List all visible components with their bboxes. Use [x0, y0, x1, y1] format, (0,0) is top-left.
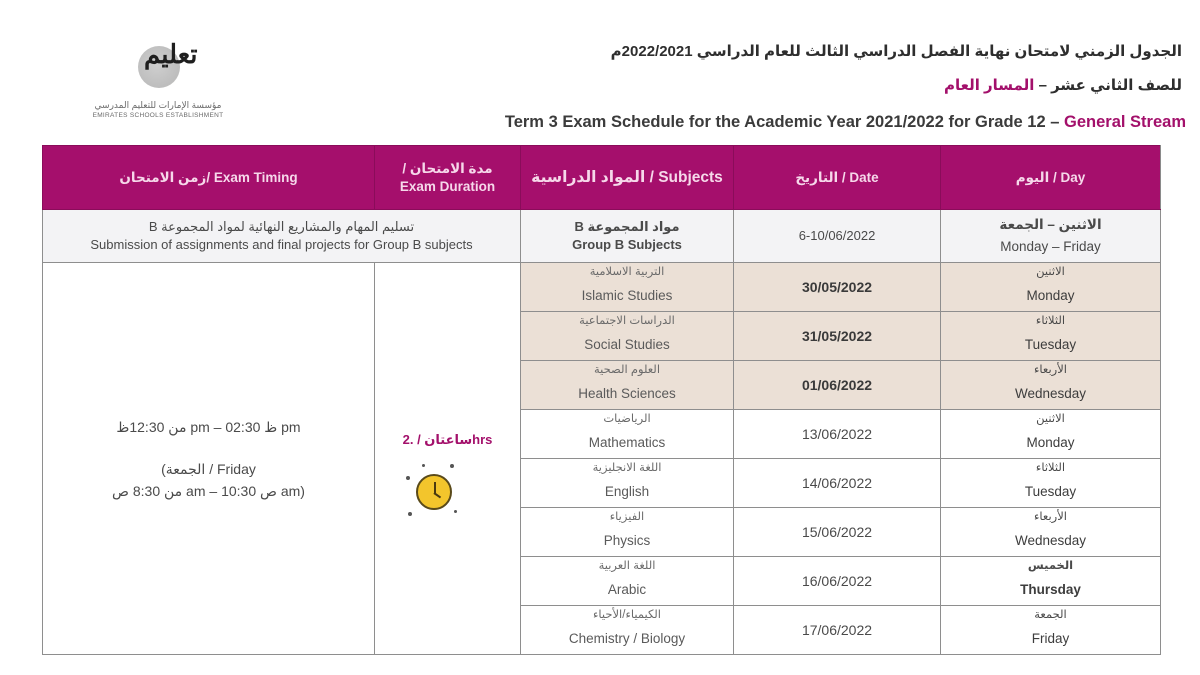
subject-ar: الدراسات الاجتماعية — [579, 315, 675, 327]
day-ar: الأربعاء — [1034, 511, 1067, 523]
table-row — [43, 263, 1161, 312]
subject-en: Arabic — [607, 582, 647, 597]
subject-en: Chemistry / Biology — [568, 631, 686, 646]
subject-cell — [521, 263, 734, 312]
subject-ar: اللغة العربية — [598, 560, 656, 572]
col-header-duration-ar: مدة الامتحان / — [402, 160, 493, 176]
date-cell: 31/05/2022 — [734, 312, 941, 361]
subject-cell — [521, 606, 734, 655]
col-header-timing: زمن الامتحان/ Exam Timing — [43, 146, 375, 210]
day-ar: الاثنين — [1036, 266, 1065, 278]
date-cell: 16/06/2022 — [734, 557, 941, 606]
subject-ar: الفيزياء — [609, 511, 645, 523]
page-title-en — [505, 113, 1186, 132]
day-cell — [941, 606, 1161, 655]
subject-en: Social Studies — [584, 337, 670, 352]
logo-wordmark: تعليم — [144, 40, 198, 70]
col-header-date: التاريخ / Date — [734, 146, 941, 210]
day-en: Thursday — [1020, 582, 1081, 597]
table-header-row — [43, 146, 1161, 210]
subject-cell — [521, 361, 734, 410]
group-b-day-ar: الاثنين – الجمعة — [999, 217, 1102, 232]
subject-cell — [521, 459, 734, 508]
logo-org-name-en: EMIRATES SCHOOLS ESTABLISHMENT — [92, 112, 224, 119]
day-en: Friday — [1031, 631, 1070, 646]
col-header-duration — [375, 146, 521, 210]
subject-en: English — [604, 484, 650, 499]
group-b-note-en: Submission of assignments and final projects for Group B subjects — [90, 237, 473, 252]
subject-en: Physics — [603, 533, 651, 548]
exam-schedule-table — [42, 145, 1161, 655]
subtitle-stream-ar: المسار العام — [944, 77, 1035, 94]
day-ar: الأربعاء — [1034, 364, 1067, 376]
day-en: Monday — [1026, 435, 1075, 450]
col-header-day: اليوم / Day — [941, 146, 1161, 210]
date-cell: 01/06/2022 — [734, 361, 941, 410]
subtitle-grade-ar: للصف الثاني عشر – — [1034, 77, 1182, 94]
day-cell — [941, 410, 1161, 459]
day-ar: الثلاثاء — [1035, 462, 1066, 474]
day-en: Wednesday — [1014, 386, 1087, 401]
group-b-day — [941, 210, 1161, 263]
title-en-main: Term 3 Exam Schedule for the Academic Year 2021/2022 for Grade 12 – — [504, 113, 1065, 131]
group-b-subject-en: Group B Subjects — [572, 237, 682, 252]
subject-cell — [521, 557, 734, 606]
group-b-note — [43, 210, 521, 263]
day-cell — [941, 312, 1161, 361]
day-ar: الثلاثاء — [1035, 315, 1066, 327]
date-cell: 30/05/2022 — [734, 263, 941, 312]
exam-duration-cell — [375, 263, 521, 655]
group-b-subject-ar: مواد المجموعة B — [574, 219, 680, 234]
day-ar: الجمعة — [1034, 609, 1067, 621]
page-title-ar: الجدول الزمني لامتحان نهاية الفصل الدراسي الثالث للعام الدراسي 2022/2021م — [610, 43, 1182, 60]
page-subtitle-ar — [944, 76, 1182, 94]
subject-ar: التربية الاسلامية — [589, 266, 665, 278]
subject-ar: الكيمياء/الأحياء — [593, 609, 661, 621]
date-cell: 17/06/2022 — [734, 606, 941, 655]
col-header-duration-en: Exam Duration — [399, 178, 496, 194]
emirates-schools-logo — [78, 38, 248, 128]
subject-en: Islamic Studies — [581, 288, 673, 303]
day-cell — [941, 459, 1161, 508]
subject-ar: اللغة الانجليزية — [592, 462, 662, 474]
subject-ar: الرياضيات — [603, 413, 651, 425]
date-cell: 15/06/2022 — [734, 508, 941, 557]
day-en: Wednesday — [1014, 533, 1087, 548]
subject-cell — [521, 312, 734, 361]
title-en-stream: General Stream — [1064, 113, 1186, 131]
duration-label: ساعتان / .2hrs — [402, 431, 493, 447]
day-en: Tuesday — [1024, 337, 1077, 352]
subject-ar: العلوم الصحية — [593, 364, 661, 376]
day-en: Tuesday — [1024, 484, 1077, 499]
subject-en: Mathematics — [588, 435, 666, 450]
group-b-subject — [521, 210, 734, 263]
subject-cell — [521, 410, 734, 459]
timing-weekday: من 12:30ظ pm – 02:30 ظ pm — [116, 418, 301, 435]
day-en: Monday — [1026, 288, 1075, 303]
date-cell: 13/06/2022 — [734, 410, 941, 459]
date-cell: 14/06/2022 — [734, 459, 941, 508]
group-b-day-en: Monday – Friday — [1000, 239, 1101, 254]
day-cell — [941, 361, 1161, 410]
subject-en: Health Sciences — [578, 386, 676, 401]
table-row-group-b — [43, 210, 1161, 263]
day-ar: الاثنين — [1036, 413, 1065, 425]
group-b-date: 6-10/06/2022 — [734, 210, 941, 263]
group-b-note-ar: تسليم المهام والمشاريع النهائية لمواد المجموعة B — [148, 219, 415, 234]
subject-cell — [521, 508, 734, 557]
exam-timing-cell — [43, 263, 375, 655]
clock-icon — [404, 462, 464, 522]
day-cell — [941, 508, 1161, 557]
col-header-subjects: المواد الدراسية / Subjects — [521, 146, 734, 210]
day-ar: الخميس — [1027, 560, 1074, 572]
day-cell — [941, 557, 1161, 606]
day-cell — [941, 263, 1161, 312]
timing-friday: من 8:30 ص am – 10:30 ص am) — [112, 482, 305, 499]
logo-org-name-ar: مؤسسة الإمارات للتعليم المدرسي — [94, 100, 222, 110]
timing-friday-label: (الجمعة / Friday — [161, 460, 256, 477]
